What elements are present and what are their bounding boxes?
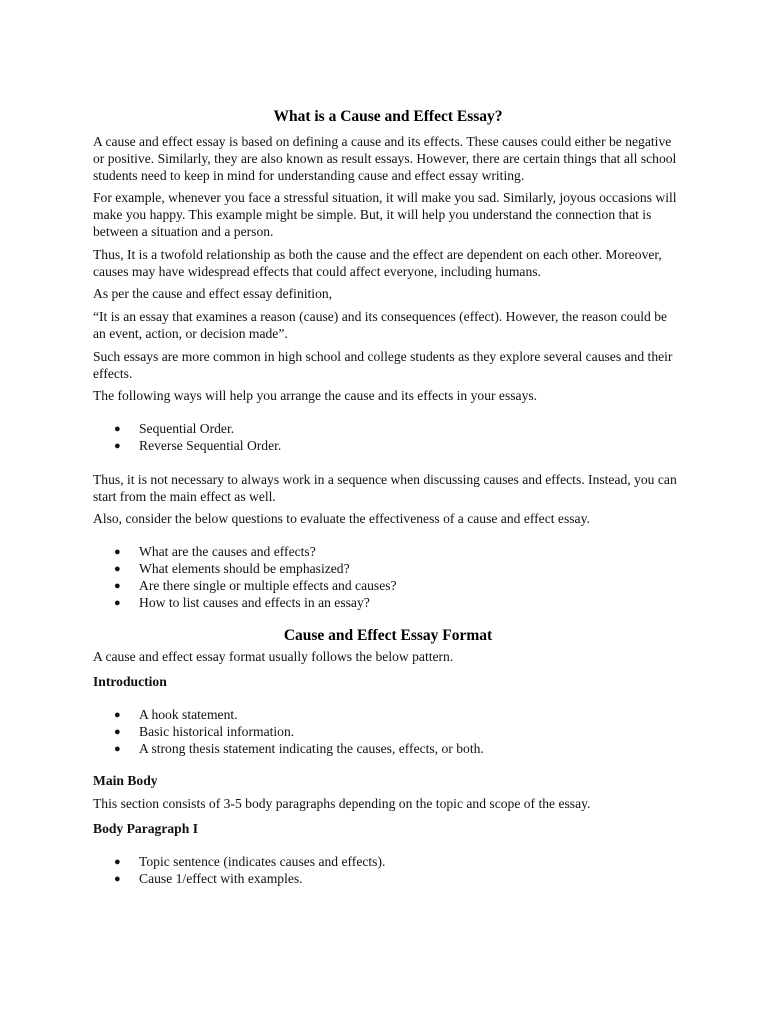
paragraph: Such essays are more common in high school and college students as they explore several causes and their effects. <box>93 348 673 381</box>
subsection-heading: Main Body <box>93 773 158 789</box>
bullet-icon: ● <box>114 423 121 436</box>
bullet-icon: ● <box>114 596 121 609</box>
paragraph: A cause and effect essay format usually follows the below pattern. <box>93 649 454 665</box>
list-item-text: Cause 1/effect with examples. <box>139 870 303 886</box>
list-item <box>93 741 683 758</box>
bullet-icon: ● <box>114 562 121 575</box>
bullet-icon: ● <box>114 708 121 721</box>
subsection-heading: Introduction <box>93 674 167 690</box>
order-list <box>93 421 683 455</box>
list-item-text: How to list causes and effects in an essay? <box>139 594 370 610</box>
subsection-heading: Body Paragraph I <box>93 820 198 836</box>
list-item-text: Basic historical information. <box>139 723 295 739</box>
paragraph: The following ways will help you arrange the cause and its effects in your essays. <box>93 388 538 404</box>
list-item-text: What elements should be emphasized? <box>139 560 350 576</box>
paragraph: Thus, It is a twofold relationship as both the cause and the effect are dependent on each other. Moreover, causes may have widespread effects that could affect everyone, including humans. <box>93 246 662 279</box>
page-title: What is a Cause and Effect Essay? <box>273 108 503 125</box>
list-item <box>93 724 683 741</box>
list-item <box>93 854 683 871</box>
bullet-icon: ● <box>114 855 121 868</box>
bullet-icon: ● <box>114 579 121 592</box>
bullet-icon: ● <box>114 546 121 559</box>
paragraph: As per the cause and effect essay definition, <box>93 286 333 302</box>
list-item <box>93 544 683 561</box>
paragraph: This section consists of 3-5 body paragraphs depending on the topic and scope of the essay. <box>93 796 591 812</box>
bullet-icon: ● <box>114 872 121 885</box>
paragraph: A cause and effect essay is based on defining a cause and its effects. These causes could either be negative or positive. Similarly, they are also known as result essays. However, there are certain things that all school students need to keep in mind for understanding cause and effect essay writing. <box>93 134 677 183</box>
definition-quote: “It is an essay that examines a reason (cause) and its consequences (effect). However, the reason could be an event, action, or decision made”. <box>93 309 668 341</box>
list-item-text: Reverse Sequential Order. <box>139 437 282 453</box>
list-item-text: Are there single or multiple effects and causes? <box>139 577 397 593</box>
list-item <box>93 871 683 888</box>
list-item <box>93 438 683 455</box>
body-paragraph-list <box>93 854 683 888</box>
bullet-icon: ● <box>114 725 121 738</box>
paragraph: For example, whenever you face a stressful situation, it will make you sad. Similarly, joyous occasions will make you happy. This example might be simple. But, it will help you understand the connection that is between a situation and a person. <box>93 190 677 239</box>
list-item <box>93 578 683 595</box>
list-item-text: Topic sentence (indicates causes and effects). <box>139 853 386 869</box>
bullet-icon: ● <box>114 742 121 755</box>
questions-list <box>93 544 683 611</box>
bullet-icon: ● <box>114 439 121 452</box>
list-item-text: A hook statement. <box>139 706 238 722</box>
list-item <box>93 421 683 438</box>
introduction-list <box>93 707 683 757</box>
list-item <box>93 561 683 578</box>
section-heading: Cause and Effect Essay Format <box>283 627 493 645</box>
list-item-text: A strong thesis statement indicating the causes, effects, or both. <box>139 740 484 756</box>
list-item <box>93 707 683 724</box>
paragraph: Thus, it is not necessary to always work in a sequence when discussing causes and effects. Instead, you can start from the main effect as well. <box>93 471 677 504</box>
paragraph: Also, consider the below questions to evaluate the effectiveness of a cause and effect essay. <box>93 511 590 527</box>
list-item-text: Sequential Order. <box>139 421 235 437</box>
document-page <box>93 108 683 887</box>
list-item-text: What are the causes and effects? <box>139 544 316 560</box>
list-item <box>93 595 683 612</box>
